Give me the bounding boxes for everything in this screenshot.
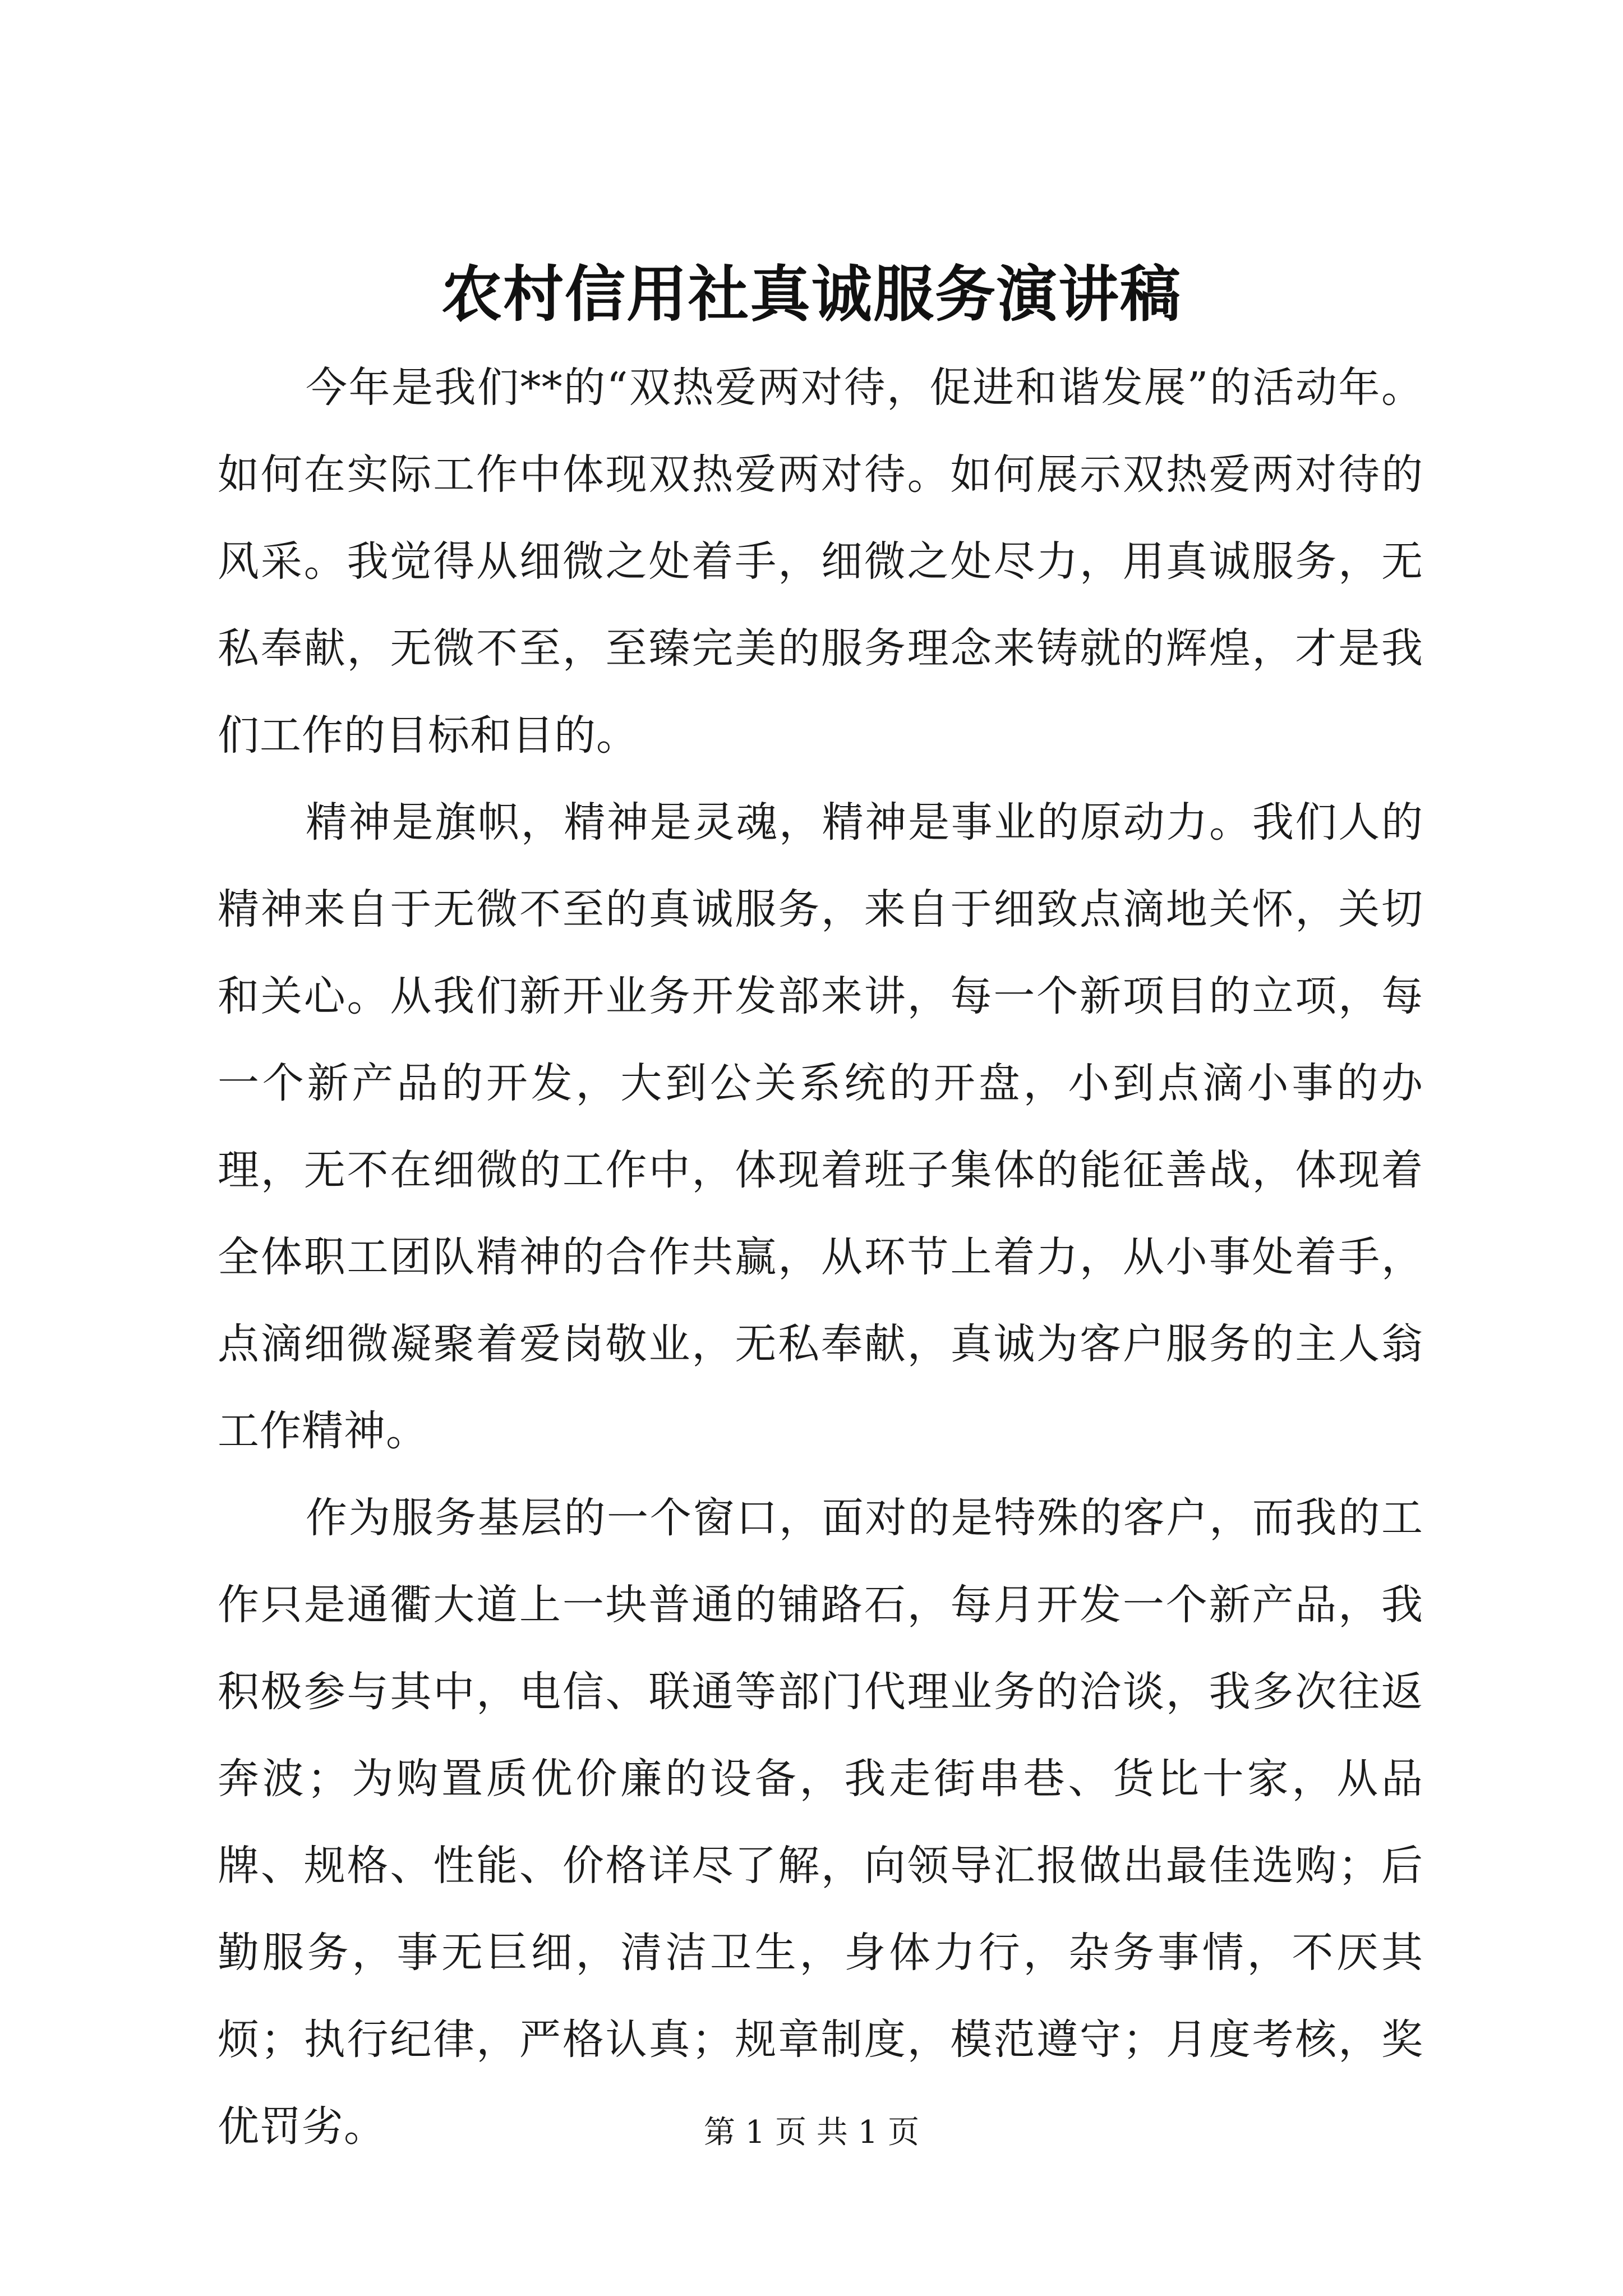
- page-footer: 第 1 页 共 1 页: [703, 2114, 920, 2151]
- document-title: 农村信用社真诚服务演讲稿: [441, 259, 1182, 330]
- paragraph-2: 精神是旗帜，精神是灵魂，精神是事业的原动力。我们人的精神来自于无微不至的真诚服务，来自于细致点滴地关怀，关切和关心。从我们新开业务开发部来讲，每一个新项目的立项，每一个新产品的开发，大到公关系统的开盘，小到点滴小事的办理，无不在细微的工作中，体现着班子集体的能征善战，体现着全体职工团队精神的合作共赢，从环节上着力，从小事处着手，点滴细微凝聚着爱岗敬业，无私奉献，真诚为客户服务的主人翁工作精神。: [218, 798, 1423, 1455]
- paragraph-1: 今年是我们**的“双热爱两对待，促进和谐发展”的活动年。如何在实际工作中体现双热爱两对待。如何展示双热爱两对待的风采。我觉得从细微之处着手，细微之处尽力，用真诚服务，无私奉献，无微不至，至臻完美的服务理念来铸就的辉煌，才是我们工作的目标和目的。: [218, 364, 1423, 760]
- document-body: [218, 344, 1423, 2170]
- paragraph-3: 作为服务基层的一个窗口，面对的是特殊的客户，而我的工作只是通衢大道上一块普通的铺路石，每月开发一个新产品，我积极参与其中，电信、联通等部门代理业务的洽谈，我多次往返奔波；为购置质优价廉的设备，我走街串巷、货比十家，从品牌、规格、性能、价格详尽了解，向领导汇报做出最佳选购；后勤服务，事无巨细，清洁卫生，身体力行，杂务事情，不厌其烦；执行纪律，严格认真；规章制度，模范遵守；月度考核，奖优罚劣。: [218, 1494, 1423, 2151]
